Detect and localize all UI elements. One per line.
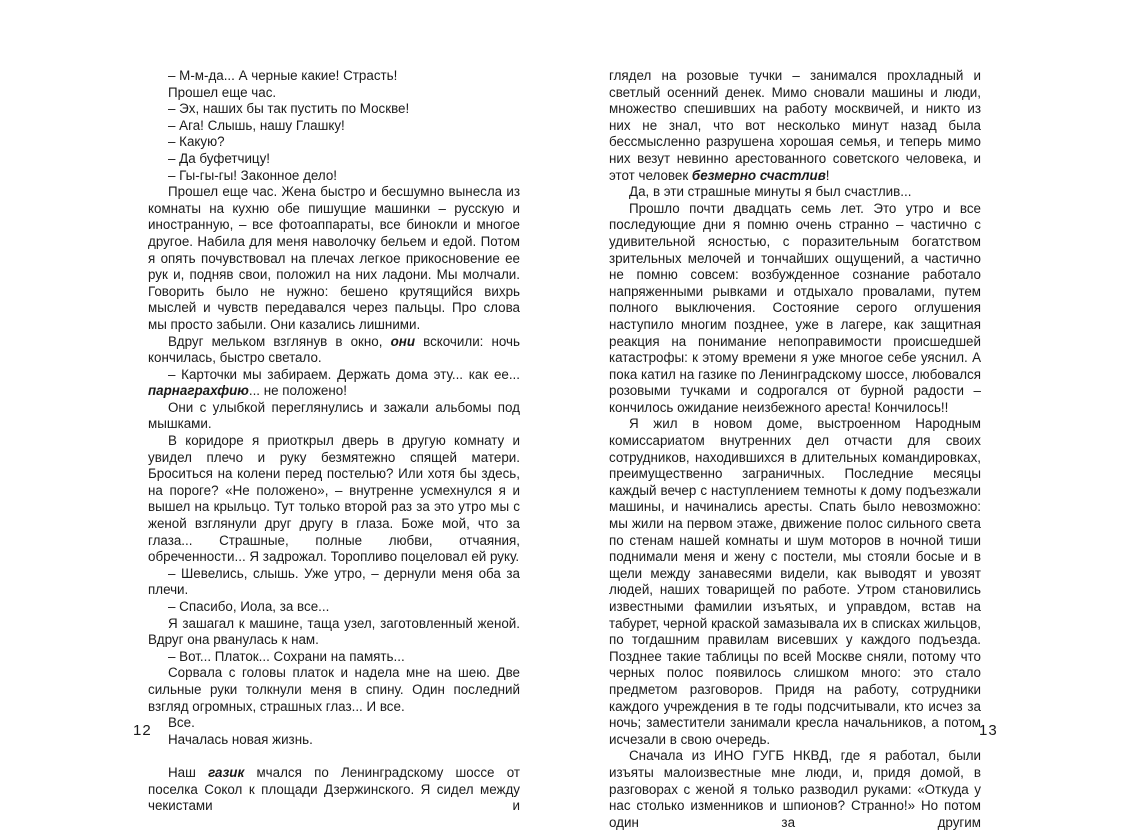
text: Наш	[168, 764, 209, 780]
paragraph	[148, 765, 520, 815]
page-number-left: 12	[133, 722, 152, 739]
paragraph: Я зашагал к машине, таща узел, заготовленный женой. Вдруг она рванулась к нам.	[148, 615, 520, 648]
emphasis-text: газик	[208, 764, 245, 780]
emphasis-text: безмерно счастлив	[691, 167, 826, 183]
paragraph: Сначала из ИНО ГУГБ НКВД, где я работал, были изъяты малоизвестные мне люди, и, придя домой, в разговорах с женой я только разводил руками: «Откуда у нас столько изменников и шпионов? Странно!» Но потом один за другим	[609, 748, 981, 830]
paragraph: Прошло почти двадцать семь лет. Это утро и все последующие дни я помню очень странно – частично с удивительной ясностью, с поразительным богатством зрительных мелочей и тончайших ощущений, а частично не помню совсем: возбужденное сознание работало напряженными рывками и отдыхало провалами, путем полного выключения. Состояние серого оглушения наступило многим позднее, уже в лагере, как защитная реакция на понимание непоправимости происшедшей катастрофы: к этому времени я уже многое себе уяснил. А пока катил на газике по Ленинградскому шоссе, любовался розовыми тучками и содрогался от бурной радости – кончилось ожидание неизбежного ареста! Кончилось!!	[609, 200, 981, 415]
emphasis-text: парнаграхфию	[148, 383, 249, 399]
paragraph: – Эх, наших бы так пустить по Москве!	[168, 101, 410, 117]
paragraph: – Вот... Платок... Сохрани на память...	[168, 648, 405, 664]
paragraph: – Гы-гы-гы! Законное дело!	[168, 167, 338, 183]
paragraph: – Какую?	[168, 134, 225, 150]
text: – Карточки мы забираем. Держать дома эту... как ее...	[168, 366, 520, 382]
paragraph: – Шевелись, слышь. Уже утро, – дернули меня оба за плечи.	[148, 565, 520, 598]
paragraph: Они с улыбкой переглянулись и зажали альбомы под мышками.	[148, 399, 520, 432]
paragraph	[609, 68, 981, 184]
paragraph: Сорвала с головы платок и надела мне на шею. Две сильные руки толкнули меня в спину. Один последний взгляд огромных, страшных глаз... И все.	[148, 665, 520, 714]
paragraph: Прошел еще час. Жена быстро и бесшумно вынесла из комнаты на кухню обе пишущие машинки – русскую и иностранную, – все фотоаппараты, все бинокли и многое другое. Набила для меня наволочку бельем и едой. Потом я опять почувствовал на плечах легкое прикосновение ее рук и, подняв свои, положил на них ладони. Мы молчали. Говорить было не нужно: бешено крутящийся вихрь мыслей и чувств передавался через пальцы. Про слова мы просто забыли. Они казались лишними.	[148, 184, 520, 332]
text: !	[825, 167, 830, 183]
paragraph: Все.	[168, 715, 195, 731]
emphasis-text: они	[390, 333, 416, 349]
paragraph: – М-м-да... А черные какие! Страсть!	[168, 68, 398, 83]
paragraph: Началась новая жизнь.	[168, 731, 313, 747]
paragraph: В коридоре я приоткрыл дверь в другую комнату и увидел плечо и руку безмятежно спящей матери. Броситься на колени перед постелью? Или хотя бы здесь, на пороге? «Не положено», – внутренне усмехнулся я и вышел на крыльцо. Тут только второй раз за это утро мы с женой взглянули друг другу в глаза. Боже мой, что за глаза... Страшные, полные любви, отчаяния, обреченности... Я задрожал. Торопливо поцеловал ей руку.	[148, 433, 520, 565]
paragraph: – Да буфетчицу!	[168, 150, 271, 166]
paragraph: Прошел еще час.	[168, 84, 277, 100]
paragraph: Да, в эти страшные минуты я был счастлив...	[629, 184, 912, 200]
paragraph	[148, 367, 520, 400]
text: мчался по Ленинградскому шоссе от поселка Сокол к площади Дзержинского. Я сидел между чекистами и	[148, 764, 520, 814]
left-page	[148, 68, 520, 815]
text: ... не положено!	[248, 383, 347, 399]
text: глядел на розовые тучки – занимался прохладный и светлый осенний денек. Мимо сновали машины и люди, множество спешивших на работу москвичей, и никто из них не знал, что вот несколько минут назад была бессмысленно разрушена хорошая семья, и теперь мимо них везут невинно арестованного советского человека, и этот человек	[609, 68, 981, 183]
blank-line	[148, 748, 520, 765]
right-page	[609, 68, 981, 831]
paragraph	[148, 334, 520, 367]
text: вскочили: ночь кончилась, быстро светало.	[148, 333, 520, 366]
text: Вдруг мельком взглянув в окно,	[168, 333, 391, 349]
paragraph: – Ага! Слышь, нашу Глашку!	[168, 117, 345, 133]
page-number-right: 13	[979, 722, 998, 739]
paragraph: Я жил в новом доме, выстроенном Народным комиссариатом внутренних дел отчасти для своих сотрудников, находившихся в длительных командировках, преимущественно заграничных. Последние месяцы каждый вечер с наступлением темноты к дому подъезжали машины, и начинались аресты. Спать было невозможно: мы жили на первом этаже, движение полос сильного света по стенам нашей комнаты и шум моторов в ночной тиши поднимали меня и жену с постели, мы стояли босые и в щели между занавесями видели, как выводят и увозят людей, наших товарищей по работе. Утром становились известными фамилии изъятых, и управдом, встав на табурет, черной краской замазывала их в списках жильцов, по тогдашним правилам висевших у каждого подъезда. Позднее такие таблицы по всей Москве сняли, потому что черных полос появилось слишком много: это стало предметом разговоров. Придя на работу, сотрудники каждого учреждения в те годы подсчитывали, кто исчез за ночь; заместители занимали кресла начальников, а потом исчезали в свою очередь.	[609, 416, 981, 747]
paragraph: – Спасибо, Иола, за все...	[168, 599, 330, 614]
